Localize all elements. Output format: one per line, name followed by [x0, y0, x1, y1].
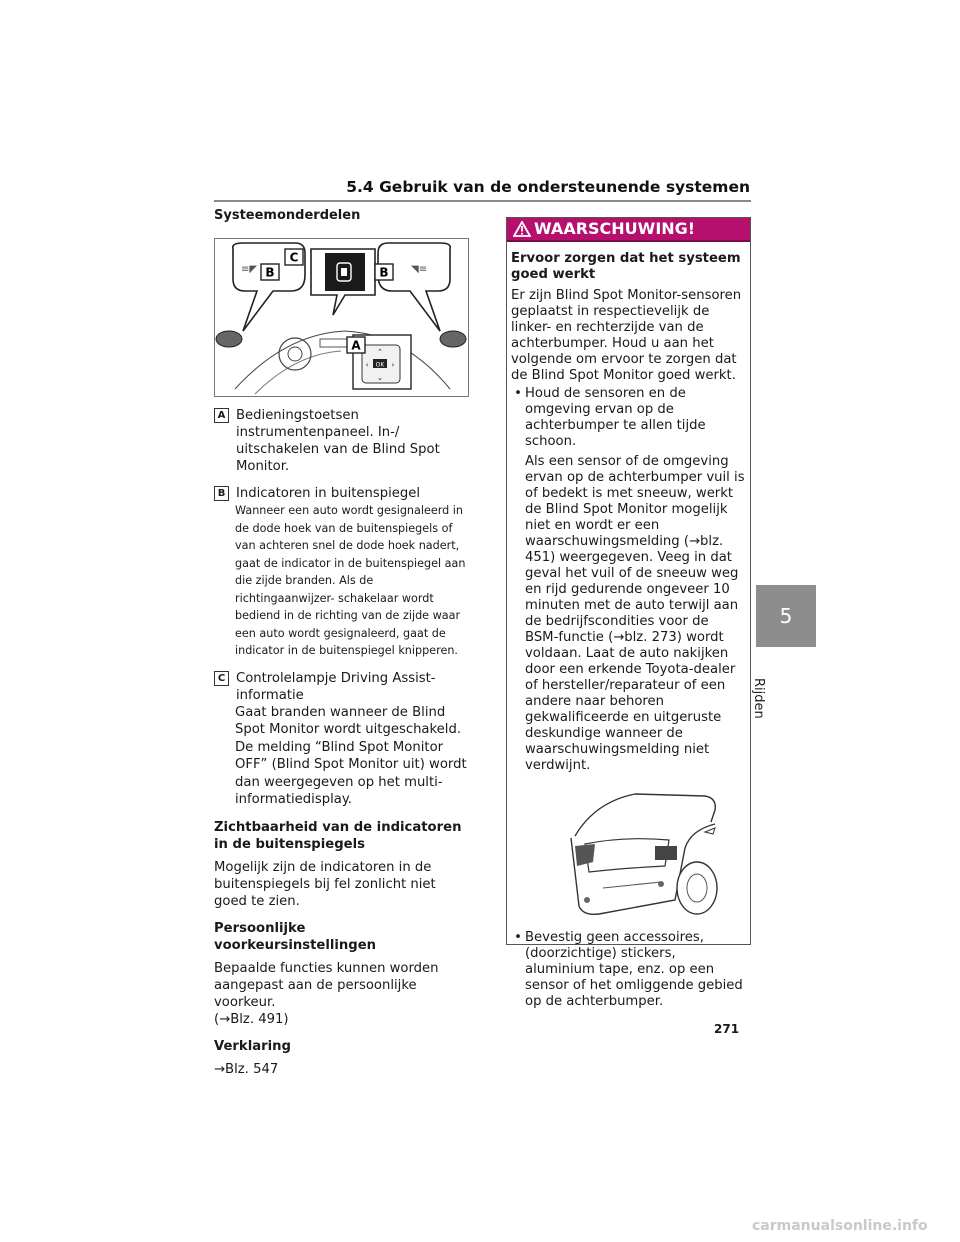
- svg-text:‹: ‹: [365, 361, 369, 369]
- warning-content: [507, 242, 750, 1010]
- visibility-text: Mogelijk zijn de indicatoren in de buitenspiegels bij fel zonlicht niet goed te zien.: [214, 859, 436, 909]
- bullet-1-sub: Als een sensor of de omgeving ervan op de achterbumper vuil is of bedekt is met sneeuw, werkt de Blind Spot Monitor mogelijk niet en wordt er een waarschuwingsmelding (→blz. 451) weergegeven. Veeg in dat geval het vuil of de sneeuw weg en rijd gedurende ongeveer 10 minuten met de auto terwijl aan de bedrijfscondities voor de BSM-functie (→blz. 273) wordt voldaan. Laat de auto nakijken door een erkende Toyota-dealer of hersteller/reparateur of een andere naar behoren gekwalificeerde en uitgeruste deskundige wanneer de waarschuwingsmelding niet verdwijnt.: [525, 454, 745, 773]
- warning-header: [507, 218, 750, 242]
- label-b-left: B: [265, 265, 275, 280]
- verklaring-ref[interactable]: →Blz. 547: [214, 1061, 279, 1077]
- verklaring-title: Verklaring: [214, 1038, 291, 1054]
- badge-a: A: [214, 408, 229, 423]
- item-c-body: Gaat branden wanneer de Blind Spot Monitor wordt uitgeschakeld. De melding “Blind Spot Monitor OFF” (Blind Spot Monitor uit) wordt dan weergegeven op het multi-informatiedisplay.: [235, 704, 467, 807]
- chapter-tab: 5: [756, 585, 816, 647]
- svg-text:⌃: ⌃: [377, 348, 383, 356]
- page-number: 271: [714, 1022, 740, 1036]
- badge-b: B: [214, 486, 229, 501]
- bullet-dot: •: [514, 930, 522, 945]
- warning-triangle-icon: [513, 221, 531, 237]
- page-header: 5.4 Gebruik van de ondersteunende systemen: [346, 178, 750, 196]
- label-c: C: [289, 250, 299, 265]
- svg-text:≡◤: ≡◤: [241, 264, 258, 275]
- item-b-body: Wanneer een auto wordt gesignaleerd in de dode hoek van de buitenspiegels of van achteren snel de dode hoek nadert, gaat de indicator in de buitenspiegel aan die zijde branden. Als de richtingaanwijzer- schakelaar wordt bediend in de richting van de zijde waar een auto wordt gesignaleerd, gaat de indicator in de buitenspiegel knipperen.: [235, 504, 466, 657]
- car-rear-figure: [565, 788, 725, 928]
- personal-text: Bepaalde functies kunnen worden aangepast aan de persoonlijke voorkeur.: [214, 960, 439, 1010]
- label-a: A: [351, 338, 361, 353]
- badge-c: C: [214, 671, 229, 686]
- legend-item-a: [214, 407, 472, 475]
- car-rear-illustration: [565, 788, 725, 928]
- header-rule: [214, 200, 751, 202]
- chapter-label: Rijden: [751, 678, 766, 719]
- left-column: [214, 208, 472, 1078]
- dashboard-illustration: [215, 239, 468, 396]
- warning-bullet-1: [511, 386, 746, 450]
- personal-ref[interactable]: (→Blz. 491): [214, 1011, 289, 1027]
- label-b-right: B: [379, 265, 389, 280]
- system-components-figure: [214, 238, 469, 397]
- personal-title: Persoonlijke voorkeursinstellingen: [214, 920, 377, 953]
- warning-box: [506, 217, 751, 1009]
- warning-intro: Er zijn Blind Spot Monitor-sensoren geplaatst in respectievelijk de linker- en rechterzijde van de achterbumper. Houd u aan het volgende om ervoor te zorgen dat de Blind Spot Monitor goed werkt.: [511, 288, 742, 383]
- watermark: carmanualsonline.info: [752, 1218, 928, 1234]
- svg-text:⌄: ⌄: [377, 374, 383, 382]
- warning-heading: WAARSCHUWING!: [534, 219, 696, 238]
- visibility-title: Zichtbaarheid van de indicatoren in de buitenspiegels: [214, 819, 462, 852]
- legend-item-c: [214, 670, 472, 809]
- warning-bullet-2: [511, 930, 746, 1010]
- bullet-1-text: Houd de sensoren en de omgeving ervan op de achterbumper te allen tijde schoon.: [525, 386, 706, 449]
- section-title: Systeemonderdelen: [214, 208, 361, 223]
- warning-title: Ervoor zorgen dat het systeem goed werkt: [511, 251, 741, 282]
- item-b-title: Indicatoren in buitenspiegel: [236, 486, 421, 501]
- ok-button-label: OK: [375, 361, 385, 369]
- item-a-title: Bedieningstoetsen instrumentenpaneel. In-/ uitschakelen van de Blind Spot Monitor.: [236, 408, 440, 474]
- item-c-title: Controlelampje Driving Assist-informatie: [236, 670, 436, 703]
- svg-text:◥≡: ◥≡: [411, 264, 428, 275]
- bullet-dot: •: [514, 386, 522, 401]
- bullet-2-text: Bevestig geen accessoires, (doorzichtige) stickers, aluminium tape, enz. op een sensor of het omliggende gebied op de achterbumper.: [525, 930, 743, 1009]
- legend-item-b: [214, 485, 472, 660]
- svg-text:›: ›: [391, 361, 395, 369]
